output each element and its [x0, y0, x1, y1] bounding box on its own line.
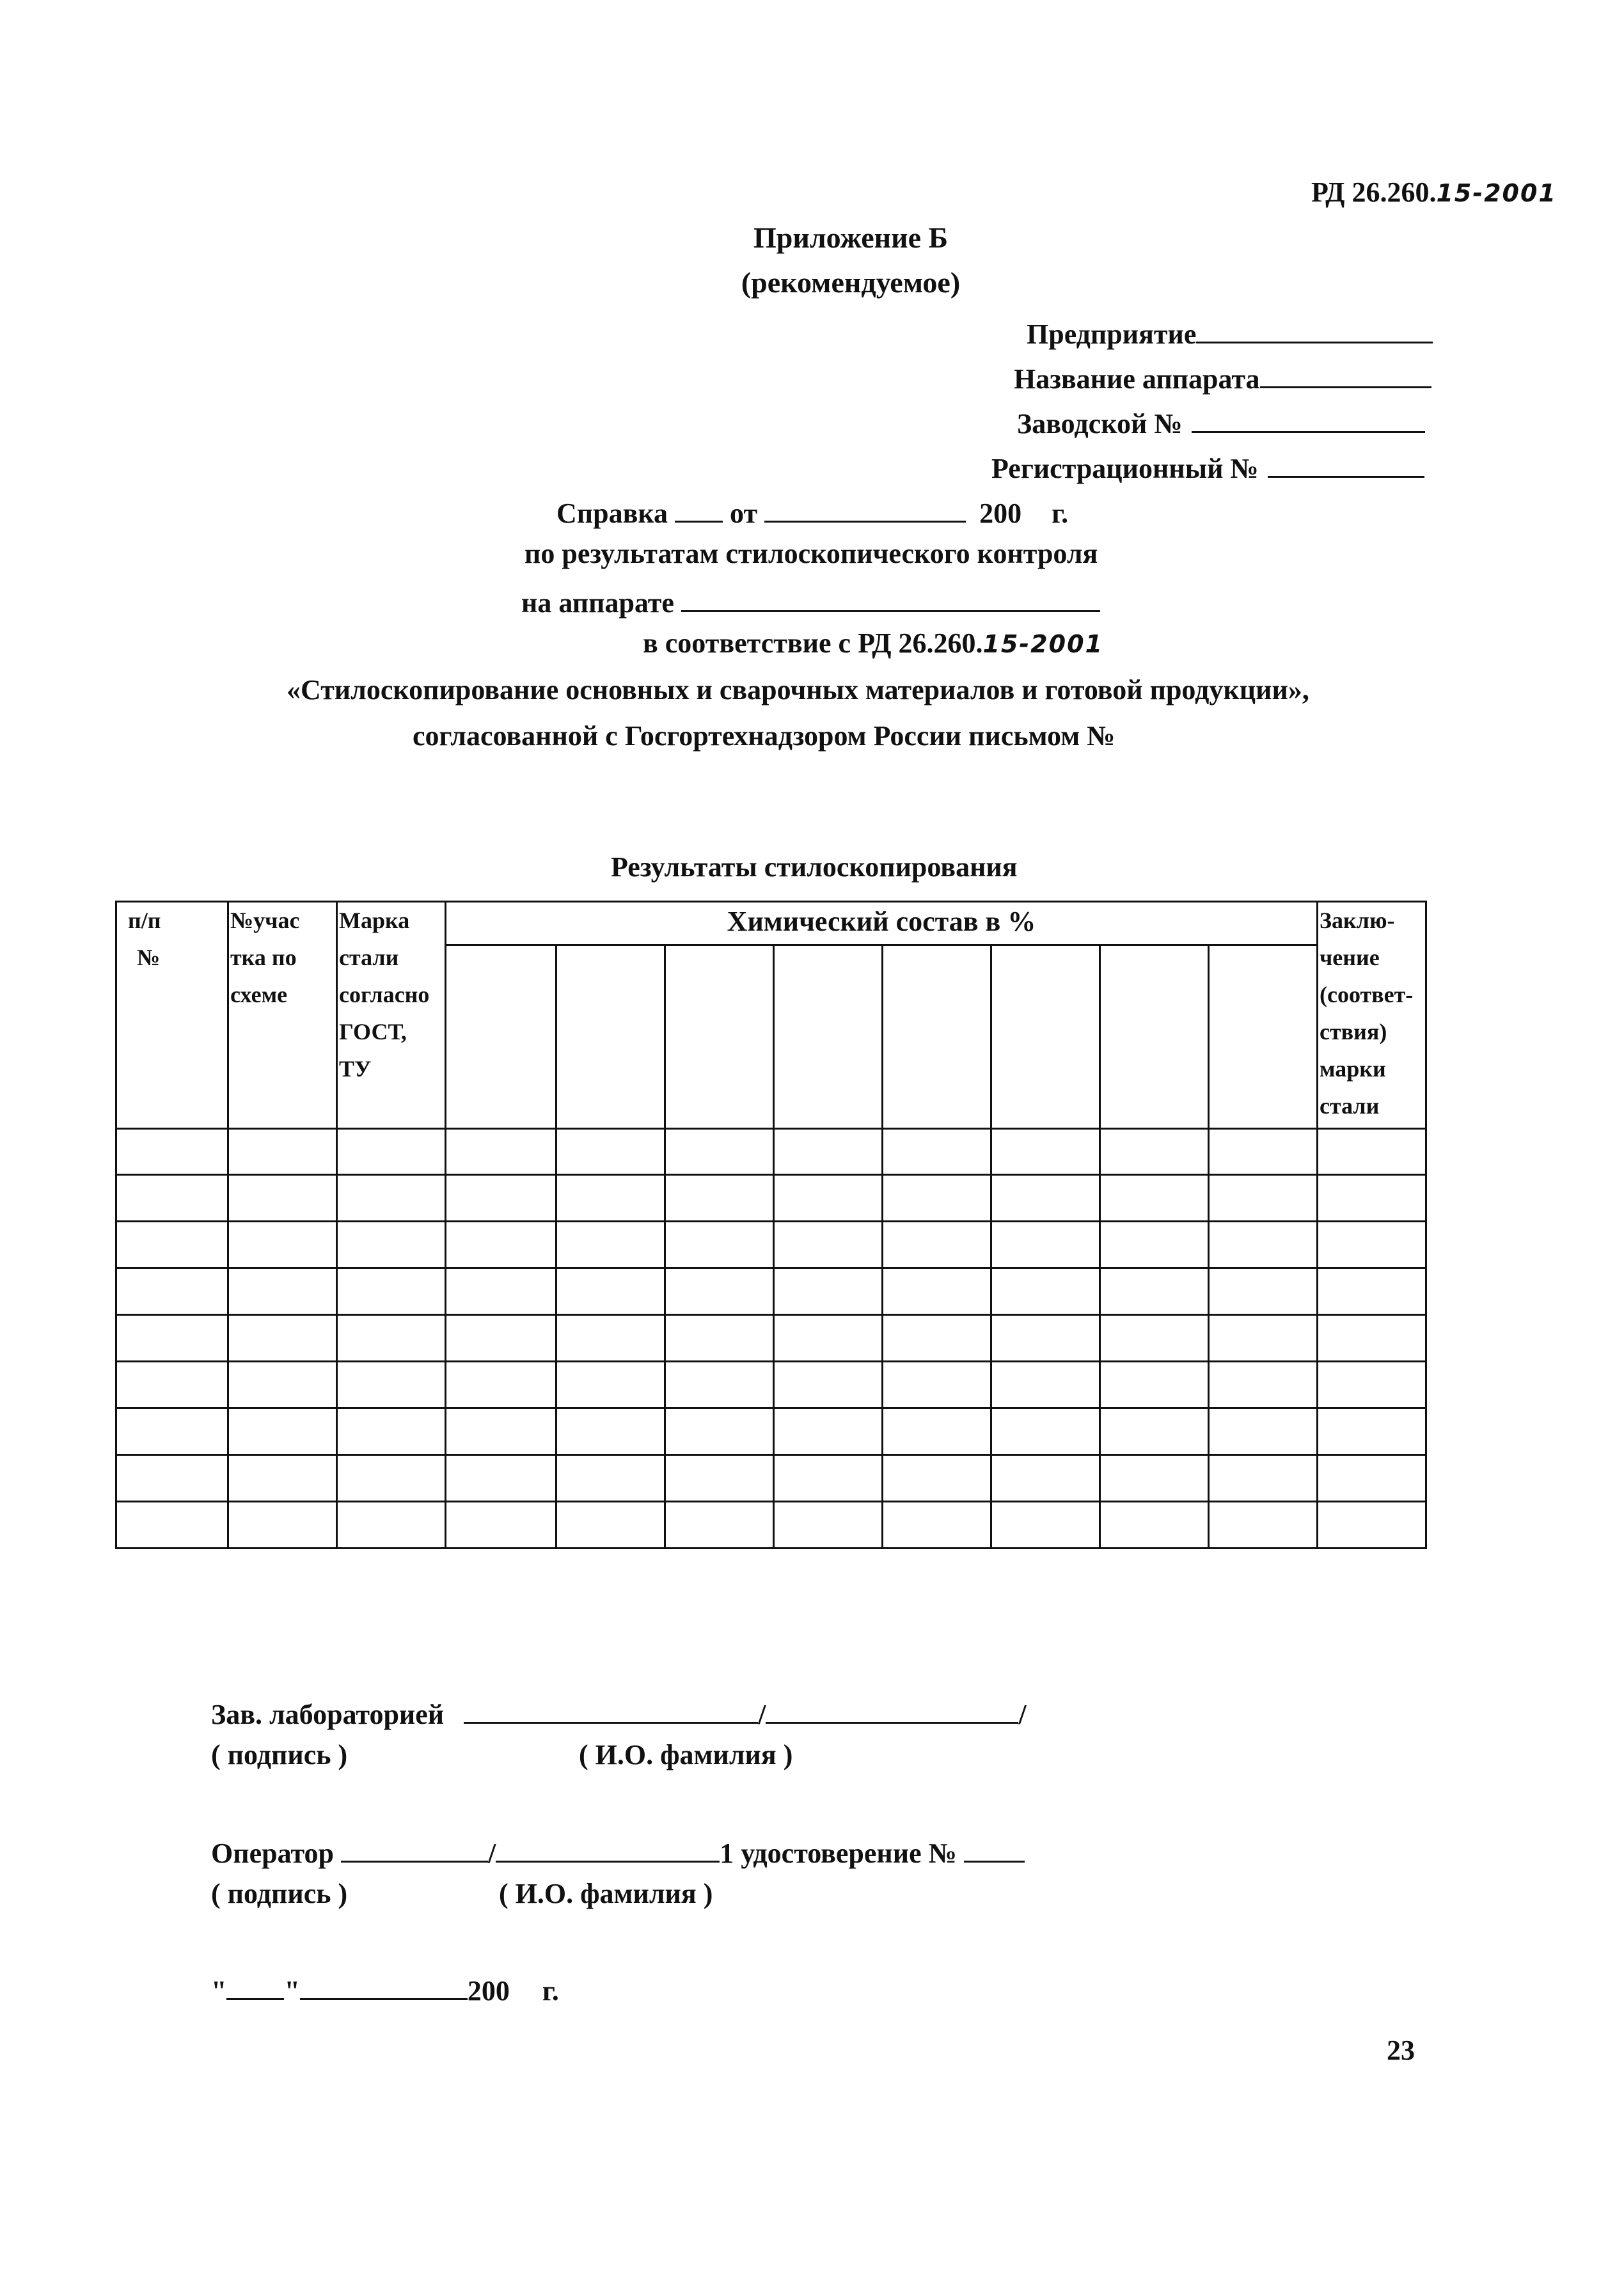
table-divider-chem1	[555, 945, 557, 1549]
operator-label: Оператор	[211, 1838, 334, 1869]
header-col-number	[128, 902, 161, 976]
doc-code	[1311, 176, 1557, 209]
field-enterprise	[1027, 313, 1433, 351]
table-divider-col2	[336, 901, 338, 1549]
table-border-bottom	[115, 1547, 1427, 1549]
cert-standard-label: в соответствие с РД 26.260.	[643, 627, 983, 659]
appendix-title: Приложение Б	[753, 221, 949, 254]
cert-number-line[interactable]	[675, 493, 723, 523]
date-year-g: г.	[542, 1975, 559, 2006]
doc-code-handwritten: 15-2001	[1436, 179, 1557, 207]
cert-label-from: от	[730, 498, 758, 529]
table-divider-last	[1316, 901, 1318, 1549]
field-registration-no	[991, 448, 1424, 485]
table-row-line	[115, 1454, 1427, 1456]
cert-standard-handwritten: 15-2001	[982, 630, 1103, 658]
table-divider-chem5	[990, 945, 992, 1549]
table-row-line	[115, 1360, 1427, 1362]
header-col-steel-grade-l2: стали	[339, 945, 399, 970]
cert-label-spravka: Справка	[556, 498, 668, 529]
header-col-conclusion-l5: марки	[1320, 1056, 1386, 1082]
header-col-section-l2: тка по	[230, 945, 297, 970]
table-row-line	[115, 1220, 1427, 1222]
field-apparatus-name	[1014, 358, 1431, 395]
header-col-number-l1: п/п	[128, 908, 161, 933]
field-apparatus-name-line[interactable]	[1260, 358, 1431, 388]
table-title: Результаты стилоскопирования	[611, 851, 1018, 883]
field-factory-no	[1017, 403, 1425, 440]
page-number: 23	[1387, 2035, 1415, 2066]
table-row-line	[115, 1407, 1427, 1409]
field-factory-no-line[interactable]	[1192, 403, 1425, 433]
header-col-conclusion	[1320, 902, 1413, 1124]
lab-head-name-line[interactable]	[766, 1694, 1018, 1724]
date-day-line[interactable]	[226, 1970, 284, 2000]
table-divider-chem7	[1208, 945, 1210, 1549]
table-divider-chem3	[773, 945, 775, 1549]
header-col-steel-grade	[339, 902, 429, 1087]
table-row-line	[115, 1174, 1427, 1176]
header-col-steel-grade-l5: ТУ	[339, 1056, 372, 1082]
table-border-left	[115, 901, 117, 1549]
header-col-conclusion-l2: чение	[1320, 945, 1380, 970]
header-chem-composition: Химический состав в %	[727, 906, 1036, 937]
table-divider-col3	[445, 901, 446, 1549]
table-chem-header-line	[445, 944, 1318, 946]
date-year: 200	[467, 1975, 510, 2006]
header-col-section-l3: схеме	[230, 982, 288, 1007]
header-col-steel-grade-l1: Марка	[339, 908, 410, 933]
lab-head-line: Зав. лабораторией / /	[211, 1694, 1027, 1731]
table-border-top	[115, 901, 1427, 902]
operator-sign-caption: ( подпись )	[211, 1878, 348, 1909]
field-apparatus-name-label: Название аппарата	[1014, 363, 1260, 395]
header-col-conclusion-l1: Заклю-	[1320, 908, 1395, 933]
cert-apparatus-label: на аппарате	[521, 587, 674, 619]
table-divider-col1	[227, 901, 229, 1549]
cert-year: 200	[979, 498, 1022, 529]
date-month-line[interactable]	[300, 1970, 468, 2000]
table-divider-chem6	[1099, 945, 1101, 1549]
header-col-section	[230, 902, 299, 1013]
certificate-line3	[521, 582, 1100, 619]
operator-certificate-label: 1 удостоверение №	[720, 1838, 957, 1869]
header-col-number-l2: №	[137, 945, 161, 970]
table-row-line	[115, 1314, 1427, 1316]
header-col-steel-grade-l3: согласно	[339, 982, 430, 1007]
header-col-conclusion-l4: ствия)	[1320, 1019, 1387, 1044]
table-border-right	[1425, 901, 1427, 1549]
lab-head-label: Зав. лабораторией	[211, 1699, 445, 1730]
date-quote-open: "	[211, 1975, 227, 2006]
lab-head-name-caption: ( И.О. фамилия )	[579, 1739, 793, 1770]
date-quote-close: "	[284, 1975, 300, 2006]
field-enterprise-label: Предприятие	[1027, 319, 1197, 350]
lab-head-signature-line[interactable]	[464, 1694, 758, 1724]
table-row-line	[115, 1267, 1427, 1269]
cert-date-line[interactable]	[764, 493, 966, 523]
operator-certificate-line[interactable]	[964, 1833, 1025, 1863]
certificate-line4	[643, 627, 1103, 659]
operator-name-line[interactable]	[496, 1833, 720, 1863]
date-line	[211, 1970, 559, 2007]
cert-apparatus-line[interactable]	[681, 582, 1100, 612]
field-registration-no-label: Регистрационный №	[991, 453, 1259, 484]
header-col-steel-grade-l4: ГОСТ,	[339, 1019, 407, 1044]
certificate-line1	[556, 493, 1068, 530]
header-col-conclusion-l6: стали	[1320, 1093, 1380, 1119]
doc-code-printed: РД 26.260.	[1311, 177, 1437, 208]
operator-signature-line[interactable]	[341, 1833, 488, 1863]
operator-line: Оператор / 1 удостоверение №	[211, 1833, 1025, 1870]
table-row-line	[115, 1501, 1427, 1502]
header-col-section-l1: №учас	[230, 908, 300, 933]
certificate-line2: по результатам стилоскопического контроля	[524, 538, 1098, 569]
field-factory-no-label: Заводской №	[1017, 408, 1183, 439]
certificate-line5: «Стилоскопирование основных и сварочных материалов и готовой продукции»,	[287, 674, 1309, 705]
field-registration-no-line[interactable]	[1268, 448, 1424, 478]
cert-year-g: г.	[1052, 498, 1069, 529]
table-header-bottom	[115, 1128, 1427, 1130]
operator-name-caption: ( И.О. фамилия )	[499, 1878, 713, 1909]
appendix-note: (рекомендуемое)	[741, 266, 961, 299]
certificate-line6: согласованной с Госгортехнадзором России письмом №	[413, 720, 1116, 752]
lab-head-sign-caption: ( подпись )	[211, 1739, 348, 1770]
table-divider-chem4	[881, 945, 883, 1549]
header-col-conclusion-l3: (соответ-	[1320, 982, 1414, 1007]
table-divider-chem2	[664, 945, 666, 1549]
field-enterprise-line[interactable]	[1196, 313, 1433, 343]
